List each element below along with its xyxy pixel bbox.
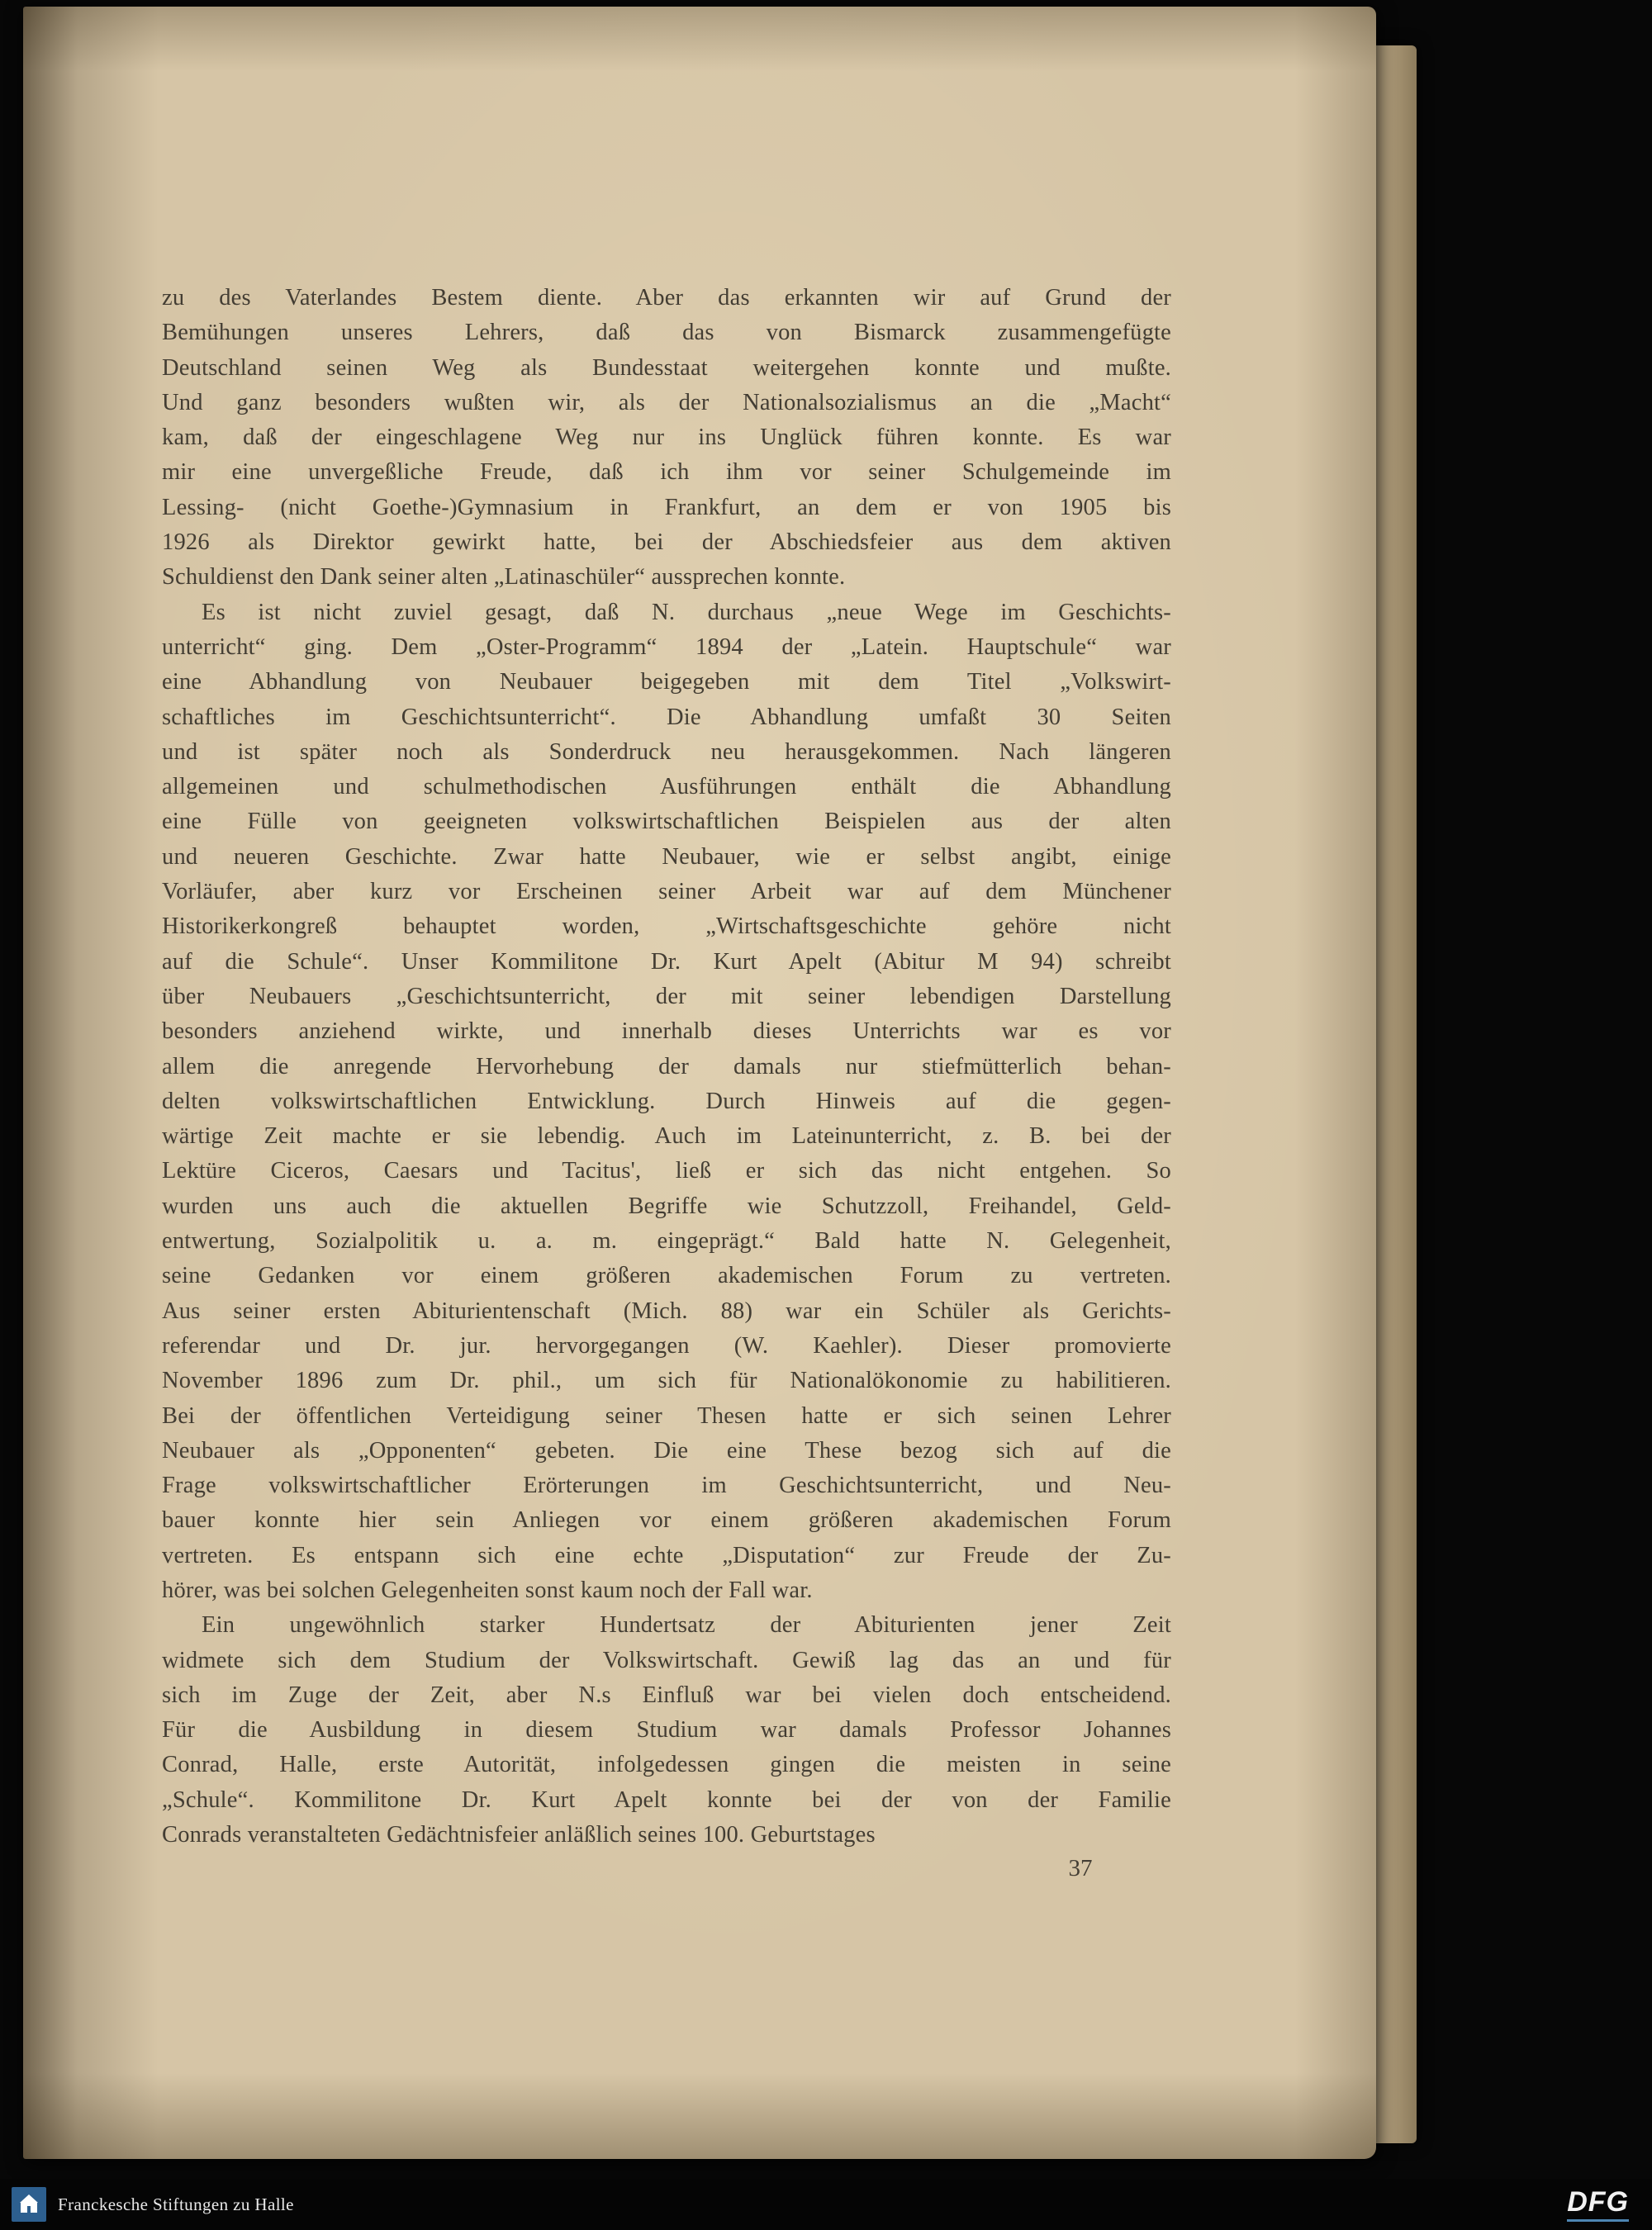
text-line: zu des Vaterlandes Bestem diente. Aber das erkannten wir auf Grund der: [162, 285, 1171, 311]
text-line: Historikerkongreß behauptet worden, „Wirtschaftsgeschichte gehöre nicht: [162, 913, 1171, 940]
text-line: Ein ungewöhnlich starker Hundertsatz der Abiturienten jener Zeit: [202, 1612, 1171, 1639]
franckesche-stiftungen-logo-icon: [12, 2187, 46, 2222]
text-line: Und ganz besonders wußten wir, als der Nationalsozialismus an die „Macht“: [162, 389, 1171, 415]
text-line: kam, daß der eingeschlagene Weg nur ins Unglück führen konnte. Es war: [162, 425, 1171, 451]
scanned-book-page: [23, 7, 1376, 2159]
text-line: referendar und Dr. jur. hervorgegangen (W. Kaehler). Dieser promovierte: [162, 1332, 1171, 1359]
text-line: schaftliches im Geschichtsunterricht“. Die Abhandlung umfaßt 30 Seiten: [162, 704, 1171, 730]
text-line: 1926 als Direktor gewirkt hatte, bei der Abschiedsfeier aus dem aktiven: [162, 529, 1171, 556]
footer-left: [12, 2187, 294, 2222]
text-line: Frage volkswirtschaftlicher Erörterungen im Geschichtsunterricht, und Neu-: [162, 1473, 1171, 1499]
text-line: und ist später noch als Sonderdruck neu herausgekommen. Nach längeren: [162, 738, 1171, 765]
text-line: und neueren Geschichte. Zwar hatte Neubauer, wie er selbst angibt, einige: [162, 843, 1171, 870]
text-line: delten volkswirtschaftlichen Entwicklung. Durch Hinweis auf die gegen-: [162, 1088, 1171, 1114]
text-line: besonders anziehend wirkte, und innerhalb dieses Unterrichts war es vor: [162, 1018, 1171, 1045]
text-line: Conrad, Halle, erste Autorität, infolgedessen gingen die meisten in seine: [162, 1752, 1171, 1778]
text-line: bauer konnte hier sein Anliegen vor einem größeren akademischen Forum: [162, 1507, 1171, 1534]
text-line: über Neubauers „Geschichtsunterricht, der mit seiner lebendigen Darstellung: [162, 983, 1171, 1009]
text-line: hörer, was bei solchen Gelegenheiten sonst kaum noch der Fall war.: [162, 1577, 813, 1603]
page-number: 37: [1068, 1855, 1093, 1881]
text-line: entwertung, Sozialpolitik u. a. m. eingeprägt.“ Bald hatte N. Gelegenheit,: [162, 1228, 1171, 1255]
text-line: eine Abhandlung von Neubauer beigegeben mit dem Titel „Volkswirt-: [162, 669, 1171, 695]
text-line: allem die anregende Hervorhebung der damals nur stiefmütterlich behan-: [162, 1053, 1171, 1079]
text-line: Conrads veranstalteten Gedächtnisfeier anläßlich seines 100. Geburtstages: [162, 1822, 876, 1848]
text-line: auf die Schule“. Unser Kommilitone Dr. Kurt Apelt (Abitur M 94) schreibt: [162, 948, 1171, 975]
text-line: Aus seiner ersten Abiturientenschaft (Mich. 88) war ein Schüler als Gerichts-: [162, 1298, 1171, 1324]
footer-institution-label: Franckesche Stiftungen zu Halle: [58, 2194, 294, 2214]
text-line: November 1896 zum Dr. phil., um sich für Nationalökonomie zu habilitieren.: [162, 1368, 1171, 1394]
text-line: allgemeinen und schulmethodischen Ausführungen enthält die Abhandlung: [162, 774, 1171, 800]
text-line: wärtige Zeit machte er sie lebendig. Auch im Lateinunterricht, z. B. bei der: [162, 1123, 1171, 1150]
text-block: [162, 281, 1171, 1853]
text-line: Neubauer als „Opponenten“ gebeten. Die eine These bezog sich auf die: [162, 1437, 1171, 1464]
viewer-footer-bar: [0, 2179, 1652, 2230]
text-line: Bemühungen unseres Lehrers, daß das von Bismarck zusammengefügte: [162, 320, 1171, 346]
text-line: Es ist nicht zuviel gesagt, daß N. durchaus „neue Wege im Geschichts-: [202, 599, 1171, 625]
text-line: eine Fülle von geeigneten volkswirtschaftlichen Beispielen aus der alten: [162, 809, 1171, 835]
text-line: Für die Ausbildung in diesem Studium war damals Professor Johannes: [162, 1717, 1171, 1744]
text-line: widmete sich dem Studium der Volkswirtschaft. Gewiß lag das an und für: [162, 1647, 1171, 1673]
text-line: Schuldienst den Dank seiner alten „Latinaschüler“ aussprechen konnte.: [162, 564, 846, 591]
text-line: „Schule“. Kommilitone Dr. Kurt Apelt konnte bei der von der Familie: [162, 1786, 1171, 1813]
text-line: wurden uns auch die aktuellen Begriffe wie Schutzzoll, Freihandel, Geld-: [162, 1193, 1171, 1219]
text-line: sich im Zuge der Zeit, aber N.s Einfluß war bei vielen doch entscheidend.: [162, 1682, 1171, 1708]
text-line: Bei der öffentlichen Verteidigung seiner Thesen hatte er sich seinen Lehrer: [162, 1402, 1171, 1429]
text-line: Lektüre Ciceros, Caesars und Tacitus', ließ er sich das nicht entgehen. So: [162, 1158, 1171, 1184]
text-line: Deutschland seinen Weg als Bundesstaat weitergehen konnte und mußte.: [162, 354, 1171, 381]
text-line: Vorläufer, aber kurz vor Erscheinen seiner Arbeit war auf dem Münchener: [162, 879, 1171, 905]
text-line: mir eine unvergeßliche Freude, daß ich ihm vor seiner Schulgemeinde im: [162, 459, 1171, 486]
text-line: unterricht“ ging. Dem „Oster-Programm“ 1894 der „Latein. Hauptschule“ war: [162, 633, 1171, 660]
text-line: vertreten. Es entspann sich eine echte „Disputation“ zur Freude der Zu-: [162, 1542, 1171, 1568]
text-line: seine Gedanken vor einem größeren akademischen Forum zu vertreten.: [162, 1263, 1171, 1289]
dfg-logo: DFG: [1567, 2188, 1629, 2222]
text-line: Lessing- (nicht Goethe-)Gymnasium in Frankfurt, an dem er von 1905 bis: [162, 494, 1171, 520]
